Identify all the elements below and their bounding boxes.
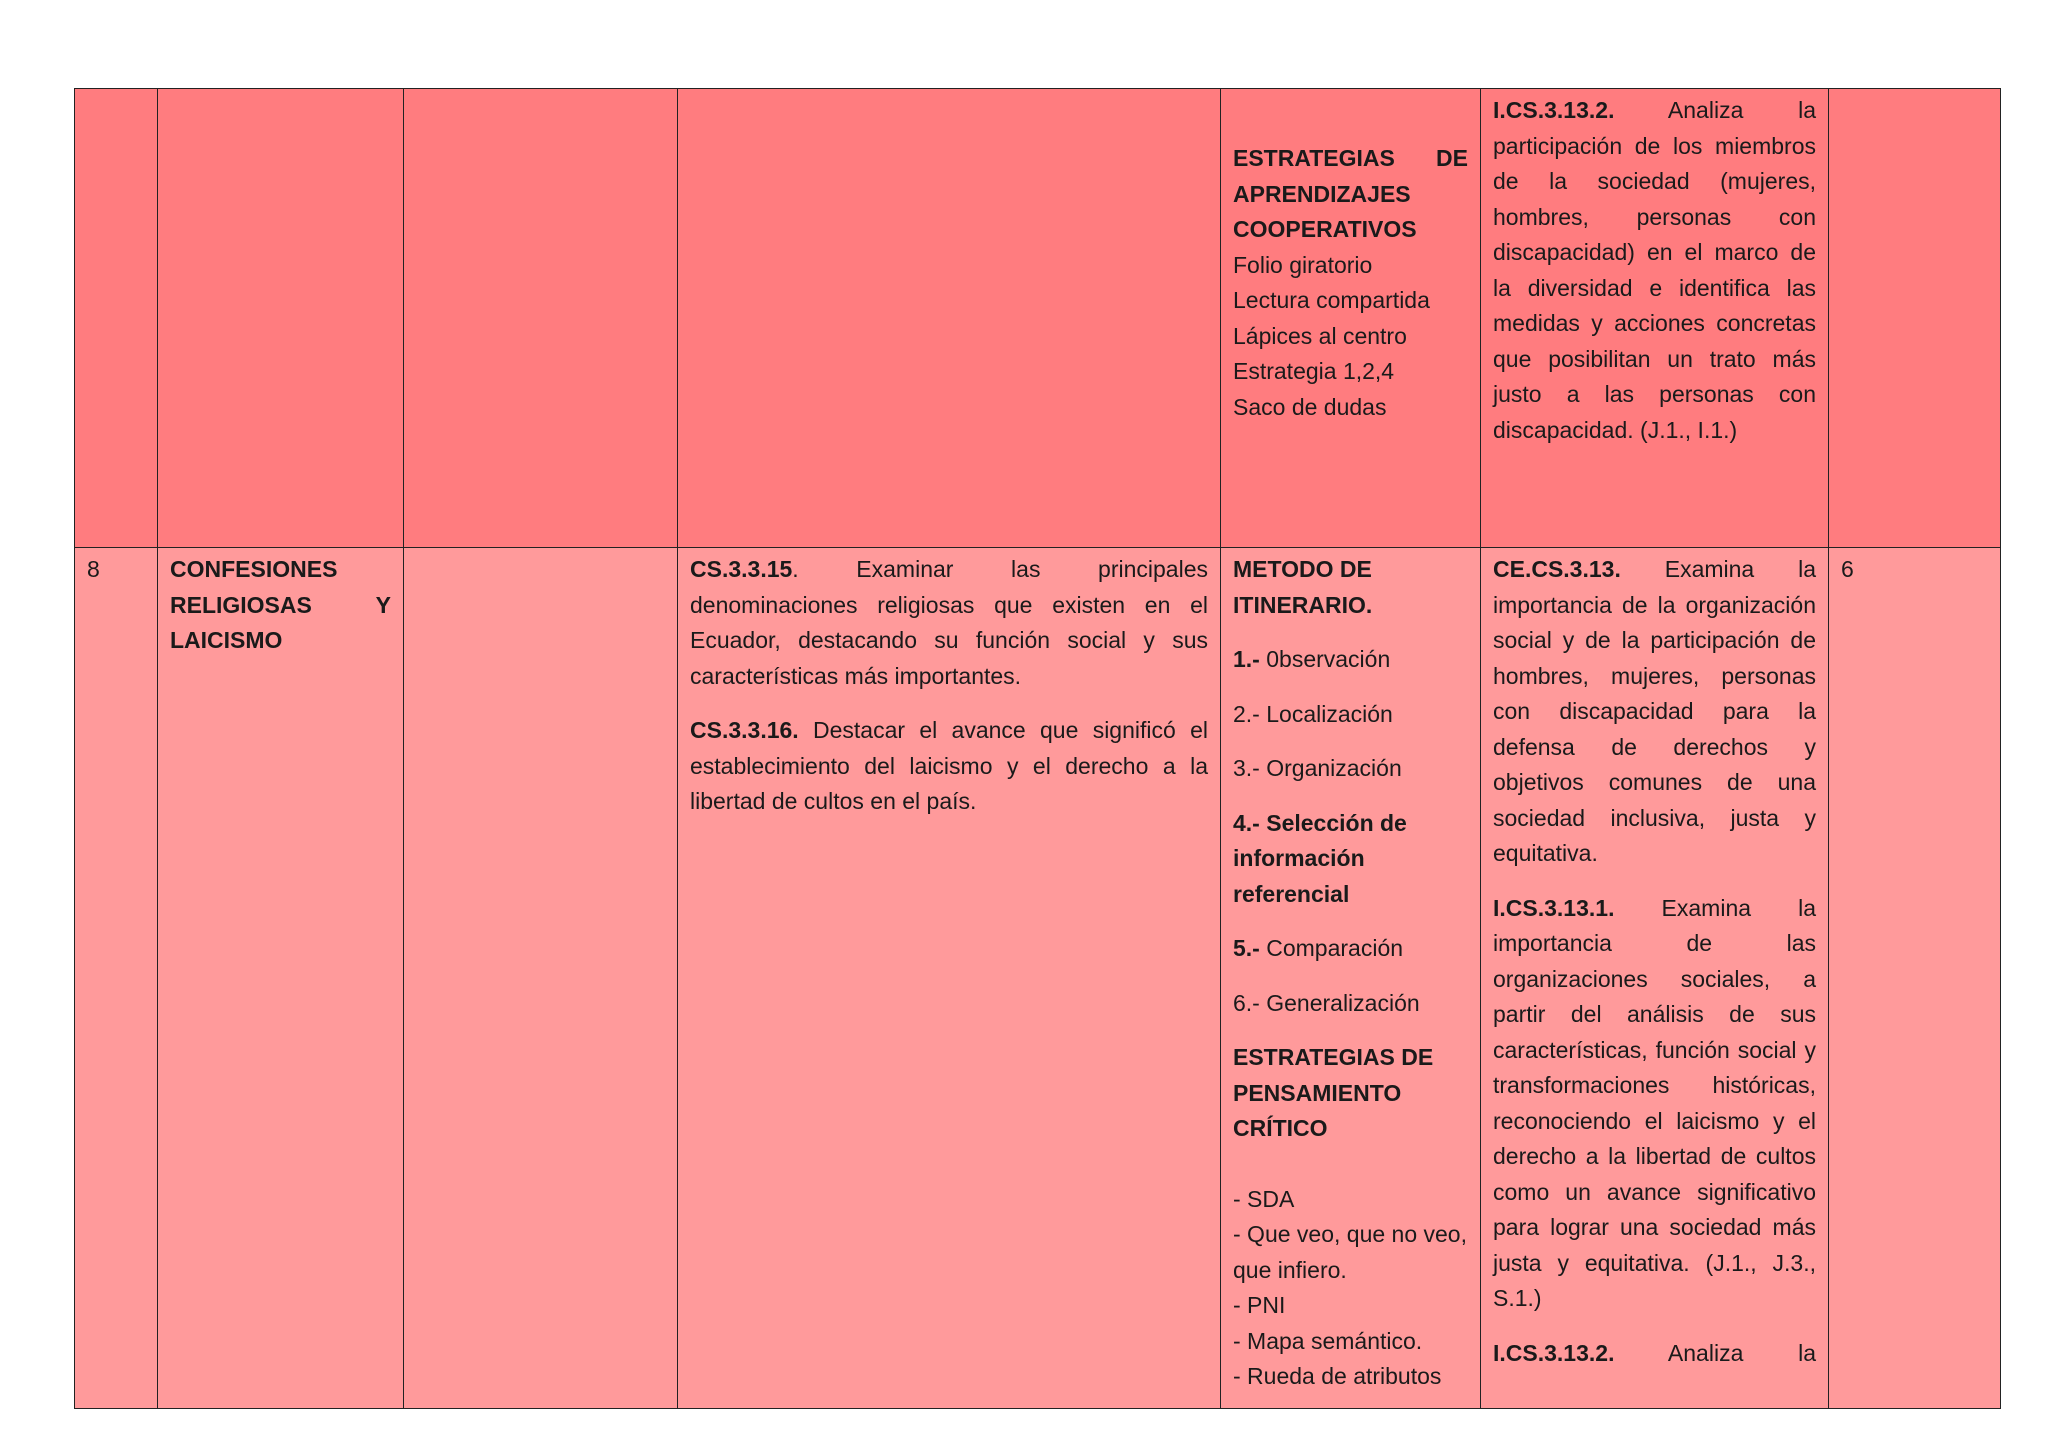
periods-cell [1829, 89, 2001, 548]
skill-paragraph: CS.3.3.16. Destacar el avance que significó el establecimiento del laicismo y el derecho a la libertad de cultos en el país. [690, 717, 1208, 814]
critical-item: - Rueda de atributos [1233, 1363, 1442, 1389]
indicator-code: I.CS.3.13.2. [1493, 97, 1615, 123]
critical-title: ESTRATEGIAS DE PENSAMIENTO CRÍTICO [1233, 1044, 1434, 1141]
method-cell [1221, 548, 1481, 1409]
empty-cell [404, 89, 678, 548]
indicator-cell [1481, 89, 1829, 548]
method-step: 3.- Organización [1233, 755, 1402, 781]
number-cell [75, 89, 158, 548]
periods-cell: 6 [1829, 548, 2001, 1409]
critical-item: - SDA [1233, 1185, 1295, 1212]
criterion-paragraph: CE.CS.3.13. Examina la importancia de la organización social y de la participación de hombres, mujeres, personas con discapacidad para la defensa de derechos y objetivos comunes de una sociedad inclusiva, justa y equitativa. [1493, 556, 1816, 866]
method-title: METODO DE ITINERARIO. [1233, 556, 1373, 618]
table-row [75, 89, 2001, 548]
strategy-item: Lectura compartida [1233, 287, 1430, 313]
method-step: 1.- 0bservación [1233, 646, 1391, 672]
strategy-item: Folio giratorio [1233, 251, 1373, 278]
topic-title: CONFESIONES RELIGIOSAS Y LAICISMO [170, 556, 391, 653]
planning-table [74, 88, 2001, 1409]
skills-cell [678, 89, 1221, 548]
strategy-item: Lápices al centro [1233, 322, 1407, 349]
table-row [75, 548, 2001, 1409]
strategy-item: Estrategia 1,2,4 [1233, 358, 1395, 384]
indicator-paragraph: I.CS.3.13.2. Analiza la [1493, 1339, 1816, 1366]
critical-item: - Mapa semántico. [1233, 1327, 1423, 1354]
topic-cell [158, 548, 404, 1409]
strategies-title: ESTRATEGIAS DE APRENDIZAJES COOPERATIVOS [1233, 145, 1468, 242]
skill-paragraph: CS.3.3.15. Examinar las principales denominaciones religiosas que existen en el Ecuador, destacando su función social y sus características más importantes. [690, 556, 1208, 689]
method-step: 5.- Comparación [1233, 935, 1404, 961]
method-step: 4.- Selección de información referencial [1233, 809, 1407, 907]
strategies-cell [1221, 89, 1481, 548]
evaluation-cell [1481, 548, 1829, 1409]
strategy-item: Saco de dudas [1233, 393, 1387, 420]
topic-cell [158, 89, 404, 548]
indicator-paragraph: I.CS.3.13.2. Analiza la participación de los miembros de la sociedad (mujeres, hombres, personas con discapacidad) en el marco de la diversidad e identifica las medidas y acciones concretas que posibilitan un trato más justo a las personas con discapacidad. (J.1., I.1.) [1493, 97, 1816, 443]
critical-item: - Que veo, que no veo, que infiero. [1233, 1221, 1467, 1283]
indicator-paragraph: I.CS.3.13.1. Examina la importancia de las organizaciones sociales, a partir del análisis de sus características, función social y transformaciones históricas, reconociendo el laicismo y el derecho a la libertad de cultos como un avance significativo para lograr una sociedad más justa y equitativa. (J.1., J.3., S.1.) [1493, 894, 1816, 1311]
number-cell: 8 [75, 548, 158, 1409]
method-step: 6.- Generalización [1233, 989, 1420, 1016]
empty-cell [404, 548, 678, 1409]
method-step: 2.- Localización [1233, 700, 1393, 727]
skills-cell [678, 548, 1221, 1409]
critical-item: - PNI [1233, 1292, 1286, 1318]
